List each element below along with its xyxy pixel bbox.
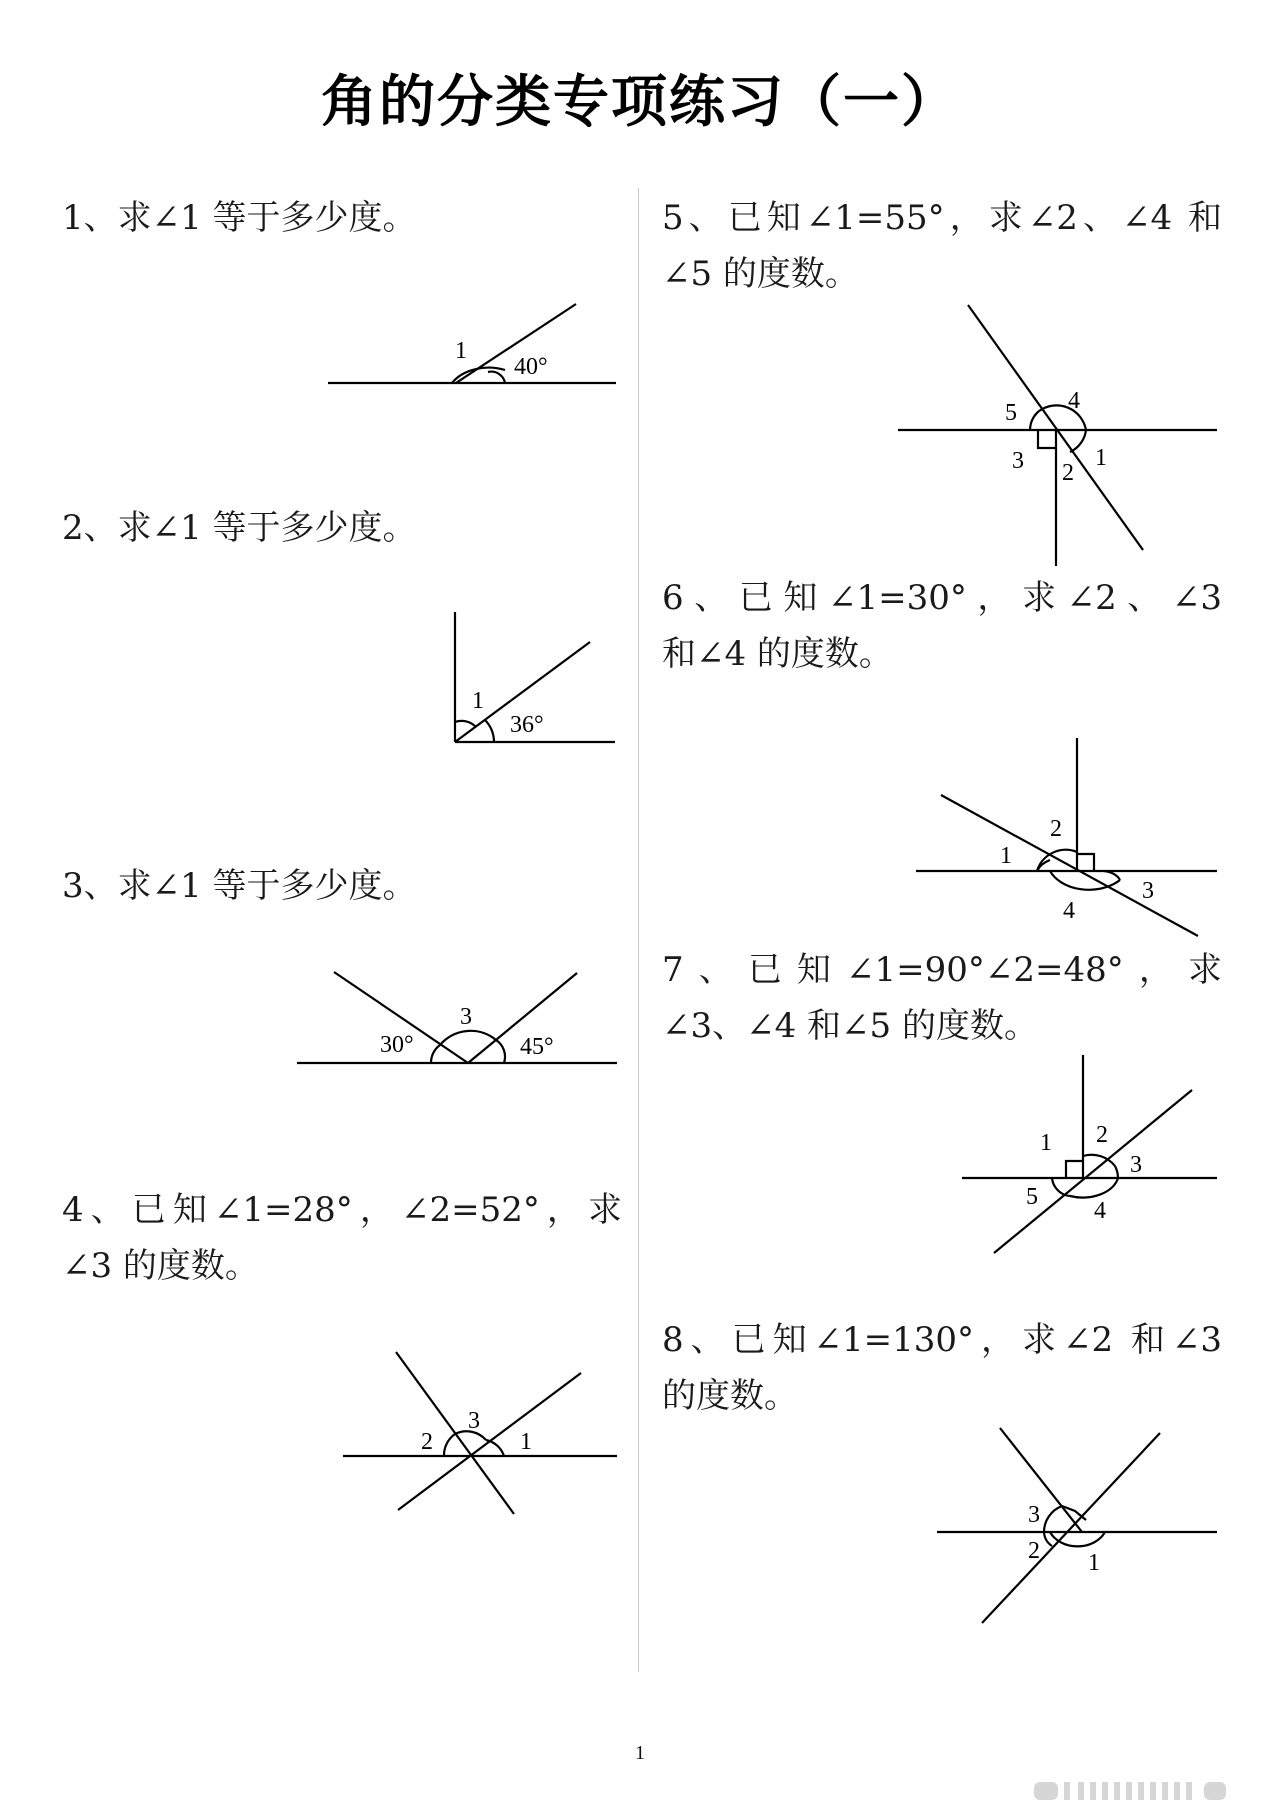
- question-5-line1: 5、已知∠1=55°，求∠2、∠4 和: [662, 198, 1222, 238]
- q3-angle-30-label: 30°: [380, 1032, 414, 1058]
- q8-angle-3-label: 3: [1028, 1502, 1040, 1528]
- page-title: 角的分类专项练习（一）: [321, 70, 959, 135]
- q8-angle-2-label: 2: [1028, 1538, 1040, 1564]
- page-number: 1: [635, 1742, 645, 1764]
- q6-angle-3-label: 3: [1142, 878, 1154, 904]
- column-divider: [638, 188, 639, 1672]
- question-8-line1: 8、已知∠1=130°，求∠2 和∠3: [662, 1320, 1222, 1360]
- q6-angle-1-label: 1: [1000, 843, 1012, 869]
- question-2-text: 2、求∠1 等于多少度。: [62, 508, 417, 548]
- q6-angle-4-label: 4: [1063, 898, 1075, 924]
- question-6-line2: 和∠4 的度数。: [662, 634, 893, 674]
- q7-angle-1-label: 1: [1040, 1130, 1052, 1156]
- q7-angle-4-label: 4: [1094, 1198, 1106, 1224]
- question-3-text: 3、求∠1 等于多少度。: [62, 866, 417, 906]
- q6-angle-2-label: 2: [1050, 816, 1062, 842]
- q3-angle-3-label: 3: [460, 1004, 472, 1030]
- q1-angle-40-label: 40°: [514, 354, 548, 380]
- question-6-line1: 6、已知∠1=30°，求∠2、∠3: [662, 578, 1222, 618]
- question-7-line2: ∠3、∠4 和∠5 的度数。: [662, 1006, 1038, 1046]
- q5-angle-4-label: 4: [1068, 388, 1080, 414]
- q5-angle-3-label: 3: [1012, 448, 1024, 474]
- q4-angle-2-label: 2: [421, 1429, 433, 1455]
- q7-angle-5-label: 5: [1026, 1184, 1038, 1210]
- q2-angle-1-label: 1: [472, 688, 484, 714]
- q4-angle-3-label: 3: [468, 1408, 480, 1434]
- q4-angle-1-label: 1: [520, 1429, 532, 1455]
- question-5-line2: ∠5 的度数。: [662, 254, 859, 294]
- question-8-line2: 的度数。: [662, 1376, 798, 1416]
- q7-angle-3-label: 3: [1130, 1152, 1142, 1178]
- q5-angle-2-label: 2: [1062, 460, 1074, 486]
- q5-angle-1-label: 1: [1095, 445, 1107, 471]
- q8-angle-1-label: 1: [1088, 1550, 1100, 1576]
- q7-angle-2-label: 2: [1096, 1122, 1108, 1148]
- q5-angle-5-label: 5: [1005, 400, 1017, 426]
- question-1-text: 1、求∠1 等于多少度。: [62, 198, 417, 238]
- question-4-line1: 4、已知∠1=28°，∠2=52°，求: [62, 1190, 622, 1230]
- question-4-line2: ∠3 的度数。: [62, 1246, 259, 1286]
- question-7-line1: 7、已知∠1=90°∠2=48°，求: [662, 950, 1222, 990]
- watermark-logo: [1034, 1780, 1254, 1802]
- q1-angle-1-label: 1: [455, 338, 467, 364]
- q2-angle-36-label: 36°: [510, 712, 544, 738]
- q3-angle-45-label: 45°: [520, 1034, 554, 1060]
